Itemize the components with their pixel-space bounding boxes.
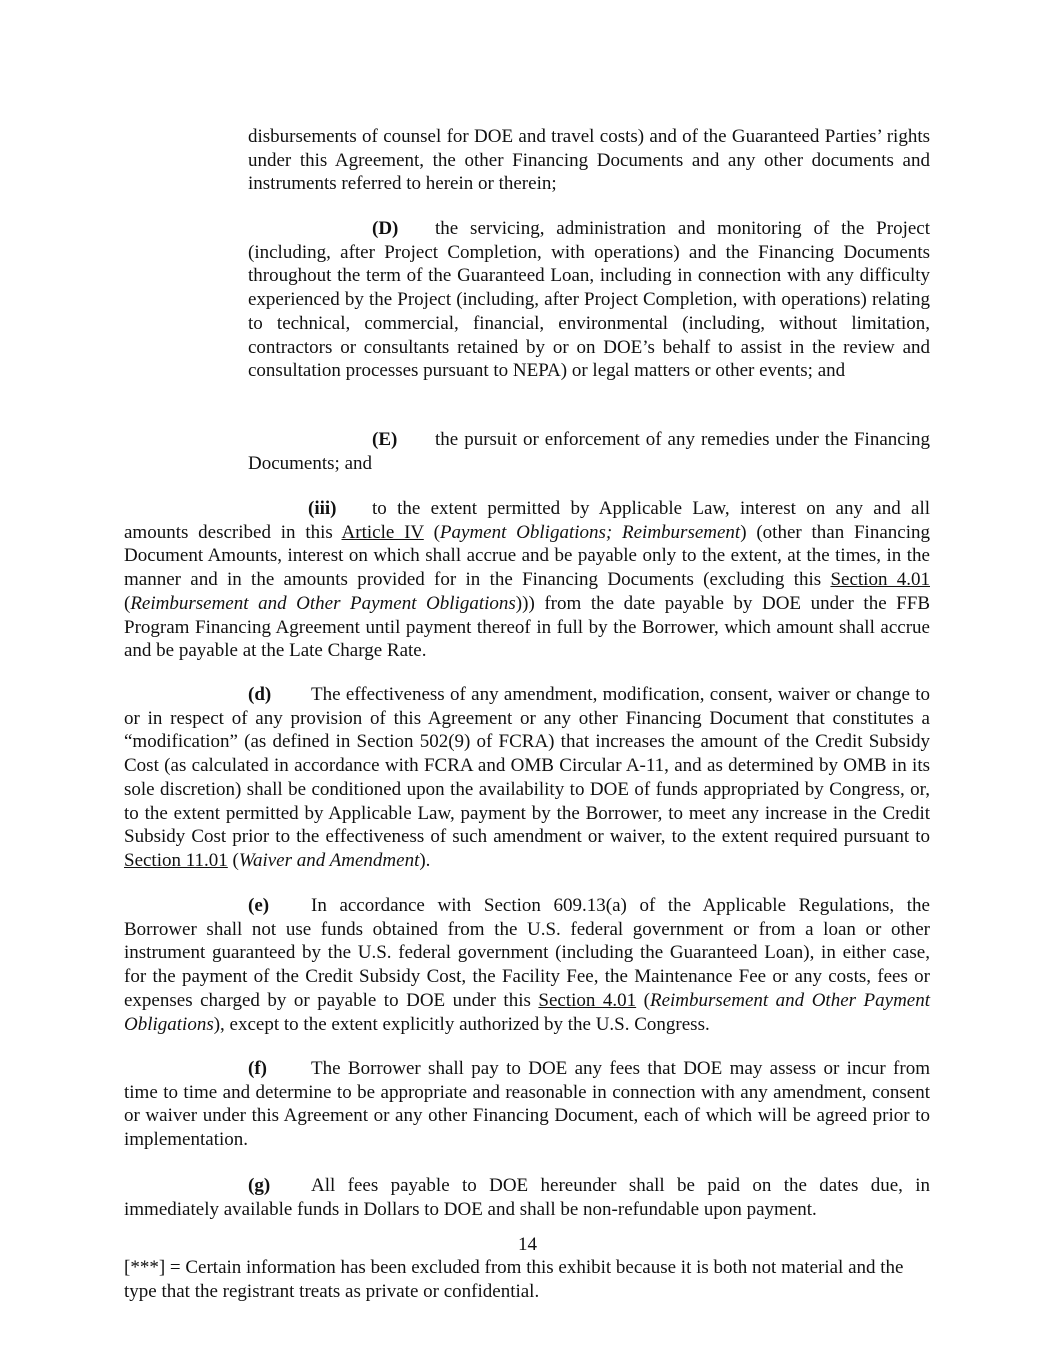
paragraph-label-E: (E) [372,429,398,450]
paragraph-e-text-3: ), except to the extent explicitly authorized by the U.S. Congress. [213,1013,710,1035]
paragraph-label-f: (f) [248,1058,267,1079]
paragraph-D [248,217,930,383]
paragraph-iii-text-3: ) (other than Financing Document Amounts, interest on which shall accrue and be payable only to the extent, at the times, in the manner and in the amounts provided for in the Financing Documents (excluding this [124,521,930,591]
paragraph-iii [124,497,930,663]
section-11-01-title: Waiver and Amendment [238,849,420,871]
paragraph-iii-text-4: ( [124,592,131,614]
paragraph-f [124,1057,930,1152]
paragraph-d-text-2: ( [227,849,239,871]
paragraph-g-text: All fees payable to DOE hereunder shall be paid on the dates due, in immediately available funds in Dollars to DOE and shall be non-refundable upon payment. [124,1175,930,1220]
section-4-01-reference-2: Section 4.01 [538,989,637,1011]
confidentiality-footnote: [***] = Certain information has been excluded from this exhibit because it is both not material and the type that the registrant treats as private or confidential. [124,1257,904,1302]
paragraph-continuation: disbursements of counsel for DOE and travel costs) and of the Guaranteed Parties’ rights under this Agreement, the other Financing Documents and any other documents and instruments referred to herein or therein; [248,126,930,195]
paragraph-E-text: the pursuit or enforcement of any remedies under the Financing Documents; and [248,429,930,474]
article-iv-title: Payment Obligations; Reimbursement [439,521,741,543]
article-iv-reference: Article IV [341,521,424,543]
paragraph-e-text-1: In accordance with Section 609.13(a) of the Applicable Regulations, the Borrower shall not use funds obtained from the U.S. federal government or from a loan or other instrument guaranteed by the U.S. federal government (including the Guaranteed Loan), in either case, for the payment of the Credit Subsidy Cost, the Facility Fee, the Maintenance Fee or any costs, fees or expenses charged by or payable to DOE under this [124,895,930,1011]
paragraph-d-text-3: ). [419,849,431,871]
section-4-01-title-2: Reimbursement and Other Payment Obligations [124,989,930,1035]
paragraph-label-e: (e) [248,895,270,916]
paragraph-d [124,683,930,873]
paragraph-E [248,428,930,475]
paragraph-e [124,894,930,1036]
paragraph-g [124,1174,930,1221]
paragraph-label-g: (g) [248,1175,271,1196]
paragraph-e-text-2: ( [636,989,650,1011]
paragraph-D-text: the servicing, administration and monitoring of the Project (including, after Project Completion, with operations) and the Financing Documents throughout the term of the Guaranteed Loan, including in connection with any difficulty experienced by the Project (including, after Project Completion, with operations) relating to technical, commercial, financial, environmental (including, without limitation, contractors or consultants retained by or on DOE’s behalf to assist in the review and consultation processes pursuant to NEPA) or legal matters or other events; and [248,218,930,382]
section-4-01-reference: Section 4.01 [830,569,930,591]
paragraph-iii-text-5: ))) from the date payable by DOE under the FFB Program Financing Agreement until payment thereof in full by the Borrower, which amount shall accrue and be payable at the Late Charge Rate. [124,592,930,662]
paragraph-label-d: (d) [248,684,272,705]
paragraph-label-D: (D) [372,218,399,239]
paragraph-label-iii: (iii) [308,498,337,519]
paragraph-iii-text-2: ( [423,521,440,543]
paragraph-d-text-1: The effectiveness of any amendment, modification, consent, waiver or change to or in respect of any provision of this Agreement or any other Financing Document that constitutes a “modification” (as defined in Section 502(9) of FCRA) that increases the amount of the Credit Subsidy Cost (as calculated in accordance with FCRA and OMB Circular A-11, and as determined by OMB in its sole discretion) shall be conditioned upon the availability to DOE of funds appropriated by Congress, or, to the extent permitted by Applicable Law, payment by the Borrower, to meet any increase in the Credit Subsidy Cost prior to the effectiveness of such amendment or waiver, to the extent required pursuant to [124,684,930,848]
paragraph-iii-text-1: to the extent permitted by Applicable Law, interest on any and all amounts described in this [124,498,930,543]
section-11-01-reference: Section 11.01 [124,849,228,871]
paragraph-f-text: The Borrower shall pay to DOE any fees that DOE may assess or incur from time to time and determine to be appropriate and reasonable in connection with any amendment, consent or waiver under this Agreement or any other Financing Document, each of which will be agreed prior to implementation. [124,1058,930,1151]
page-number: 14 [518,1234,537,1255]
section-4-01-title: Reimbursement and Other Payment Obligations [130,592,516,614]
